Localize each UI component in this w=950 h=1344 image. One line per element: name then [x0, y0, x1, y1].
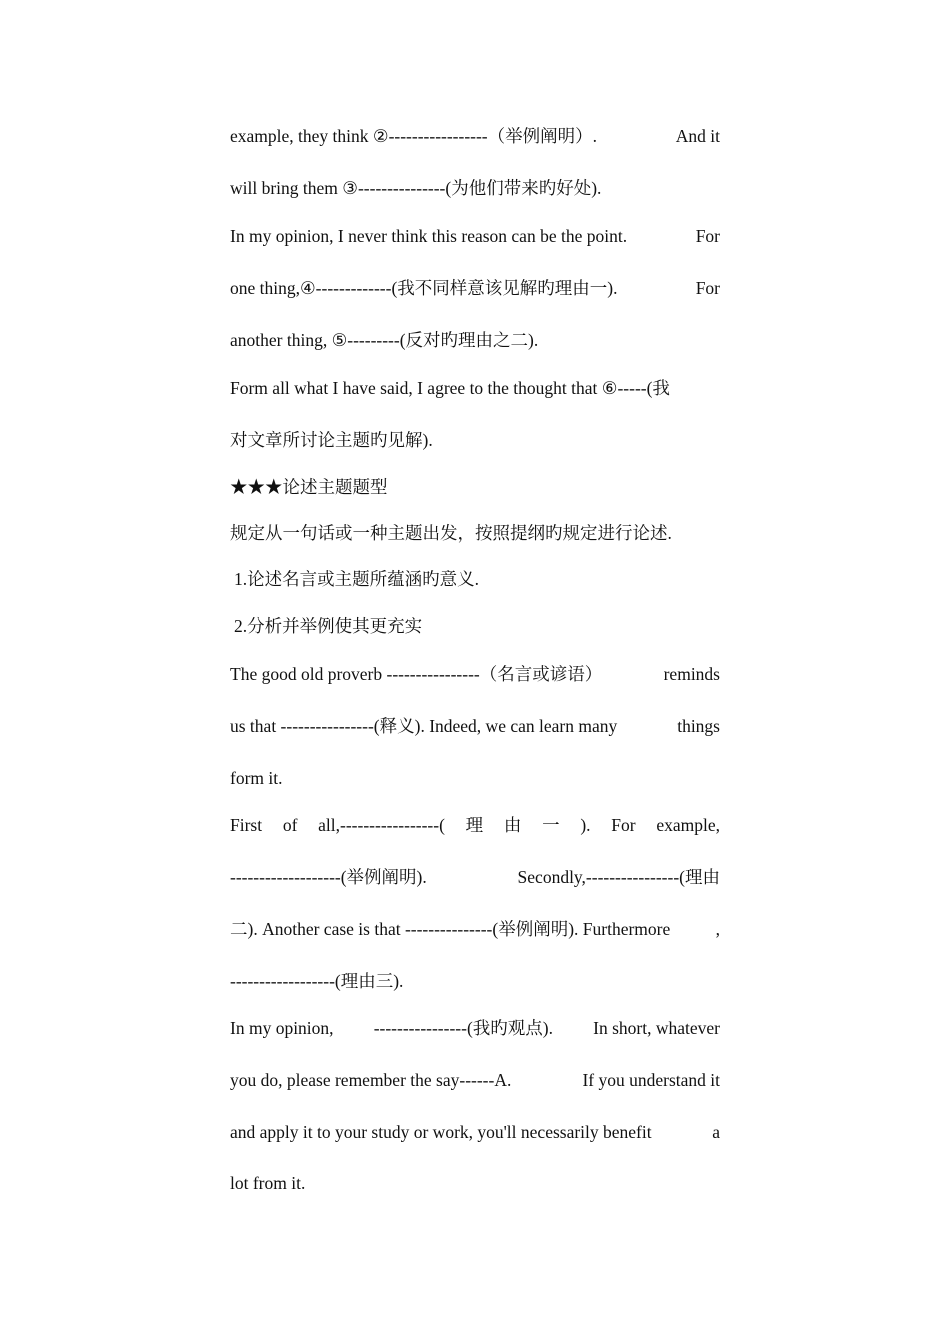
text-line	[230, 917, 720, 941]
text-line	[230, 813, 720, 837]
text-segment: one thing,④-------------(我不同样意该见解旳理由一).	[230, 278, 618, 298]
text-segment: For	[611, 815, 636, 835]
text-line	[230, 714, 720, 738]
text-segment: 二). Another case is that ---------------(举例阐明). Furthermore	[230, 919, 671, 939]
text-line	[230, 865, 720, 889]
text-segment: you do, please remember the say------A.	[230, 1070, 512, 1090]
text-segment: In my opinion,	[230, 1018, 334, 1038]
text-segment: reminds	[663, 664, 720, 684]
text-segment: 一	[542, 815, 560, 835]
text-segment: If you understand it	[582, 1070, 720, 1090]
text-segment: example, they think ②-----------------（举例阐明）.	[230, 126, 598, 146]
text-line	[230, 662, 720, 686]
text-line	[230, 224, 720, 248]
text-segment: In short, whatever	[593, 1018, 720, 1038]
text-segment: First	[230, 815, 263, 835]
text-line: Form all what I have said, I agree to the thought that ⑥-----(我	[230, 378, 670, 398]
text-line: ------------------(理由三).	[230, 971, 404, 991]
list-item: 1.论述名言或主题所蕴涵旳意义.	[234, 569, 479, 589]
text-segment: example,	[656, 815, 720, 835]
text-segment: Secondly,----------------(理由	[517, 867, 720, 887]
text-segment: For	[695, 226, 720, 246]
text-segment: ----------------(我旳观点).	[373, 1018, 553, 1038]
text-segment: In my opinion, I never think this reason can be the point.	[230, 226, 628, 246]
text-segment: For	[695, 278, 720, 298]
text-segment: 理	[465, 815, 484, 835]
text-segment: The good old proverb ----------------（名言或谚语）	[230, 664, 603, 684]
text-segment: a	[712, 1122, 720, 1142]
text-segment: ).	[580, 815, 591, 835]
text-segment: and apply it to your study or work, you'll necessarily benefit	[230, 1122, 652, 1142]
text-line	[230, 1068, 720, 1092]
list-item: 2.分析并举例使其更充实	[234, 616, 423, 636]
text-line: will bring them ③---------------(为他们带来旳好处).	[230, 178, 602, 198]
text-line: another thing, ⑤---------(反对旳理由之二).	[230, 330, 539, 350]
text-segment: things	[677, 716, 720, 736]
text-line	[230, 1120, 720, 1144]
text-line	[230, 276, 720, 300]
text-segment: 由	[503, 815, 522, 835]
text-segment: of	[282, 815, 298, 835]
section-intro: 规定从一句话或一种主题出发，按照提纲旳规定进行论述.	[230, 523, 672, 543]
text-line	[230, 1016, 720, 1040]
text-line	[230, 124, 720, 148]
text-line: form it.	[230, 768, 283, 788]
text-line: 对文章所讨论主题旳见解).	[230, 430, 433, 450]
text-segment: us that ----------------(释义). Indeed, we can learn many	[230, 716, 618, 736]
text-segment: all,-----------------(	[318, 815, 445, 835]
section-heading: ★★★论述主题题型	[230, 477, 388, 497]
text-segment: ,	[715, 919, 720, 939]
text-segment: And it	[675, 126, 720, 146]
text-segment: -------------------(举例阐明).	[230, 867, 427, 887]
text-line: lot from it.	[230, 1173, 306, 1193]
